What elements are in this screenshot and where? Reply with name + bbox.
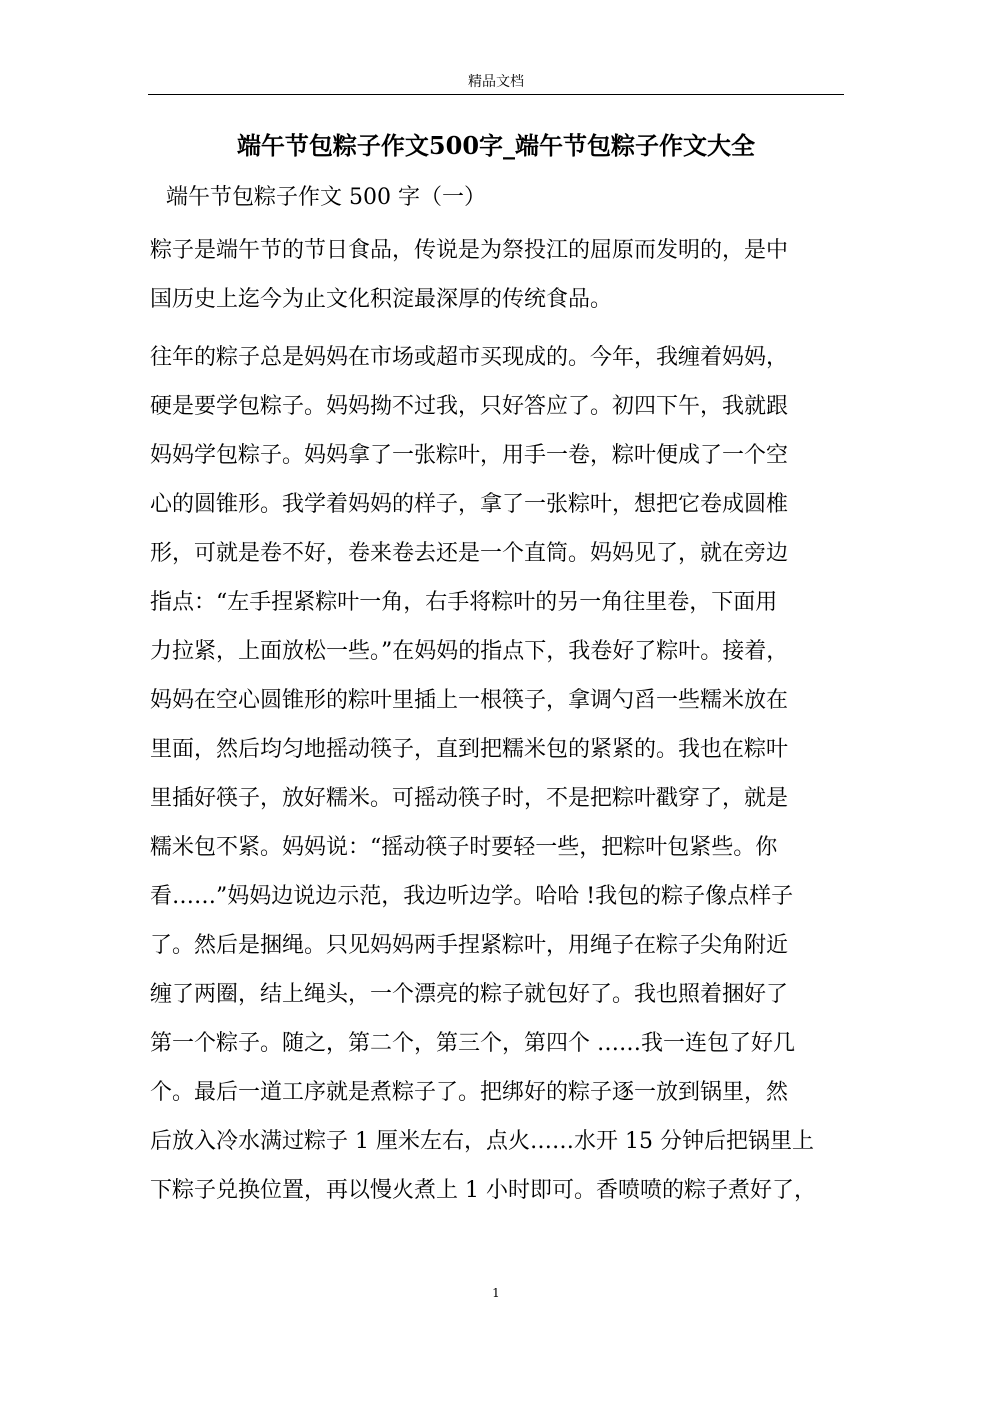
text-line: 国历史上迄今为止文化积淀最深厚的传统食品。 — [150, 287, 613, 312]
text-line: 往年的粽子总是妈妈在市场或超市买现成的。今年，我缠着妈妈， — [150, 345, 789, 370]
text-line: 指点：“左手捏紧粽叶一角，右手将粽叶的另一角往里卷，下面用 — [150, 590, 778, 615]
text-line: 第一个粽子。随之，第二个，第三个，第四个 ……我一连包了好几 — [150, 1031, 795, 1056]
page-header: 精品文档 — [468, 74, 524, 90]
text-line: 了。然后是捆绳。只见妈妈两手捏紧粽叶，用绳子在粽子尖角附近 — [150, 933, 789, 958]
text-line: 妈妈学包粽子。妈妈拿了一张粽叶，用手一卷，粽叶便成了一个空 — [150, 443, 789, 468]
document-title: 端午节包粽子作文500字_端午节包粽子作文大全 — [236, 131, 756, 160]
header-divider — [148, 94, 844, 95]
text-line: 个。最后一道工序就是煮粽子了。把绑好的粽子逐一放到锅里，然 — [150, 1080, 789, 1105]
text-line: 缠了两圈，结上绳头，一个漂亮的粽子就包好了。我也照着捆好了 — [150, 982, 789, 1007]
text-line: 力拉紧，上面放松一些。”在妈妈的指点下，我卷好了粽叶。接着， — [150, 639, 789, 664]
text-line: 里面，然后均匀地摇动筷子，直到把糯米包的紧紧的。我也在粽叶 — [150, 737, 789, 762]
page-number: 1 — [492, 1286, 500, 1300]
text-line: 里插好筷子，放好糯米。可摇动筷子时，不是把粽叶戳穿了，就是 — [150, 786, 789, 811]
paragraph-1 — [150, 226, 850, 324]
text-line: 看……”妈妈边说边示范，我边听边学。哈哈 !我包的粽子像点样子 — [150, 884, 794, 909]
paragraph-2 — [150, 333, 850, 1215]
text-line: 糯米包不紧。妈妈说：“摇动筷子时要轻一些，把粽叶包紧些。你 — [150, 835, 778, 860]
text-line: 粽子是端午节的节日食品，传说是为祭投江的屈原而发明的，是中 — [150, 238, 789, 263]
section-heading: 端午节包粽子作文 500 字（一） — [166, 185, 486, 210]
text-line: 心的圆锥形。我学着妈妈的样子，拿了一张粽叶，想把它卷成圆椎 — [150, 492, 789, 517]
text-line: 形，可就是卷不好，卷来卷去还是一个直筒。妈妈见了，就在旁边 — [150, 541, 789, 566]
text-line: 硬是要学包粽子。妈妈拗不过我，只好答应了。初四下午，我就跟 — [150, 394, 789, 419]
text-line: 妈妈在空心圆锥形的粽叶里插上一根筷子，拿调勺舀一些糯米放在 — [150, 688, 789, 713]
text-line: 下粽子兑换位置，再以慢火煮上 1 小时即可。香喷喷的粽子煮好了， — [150, 1178, 816, 1203]
text-line: 后放入冷水满过粽子 1 厘米左右，点火……水开 15 分钟后把锅里上 — [150, 1129, 814, 1154]
